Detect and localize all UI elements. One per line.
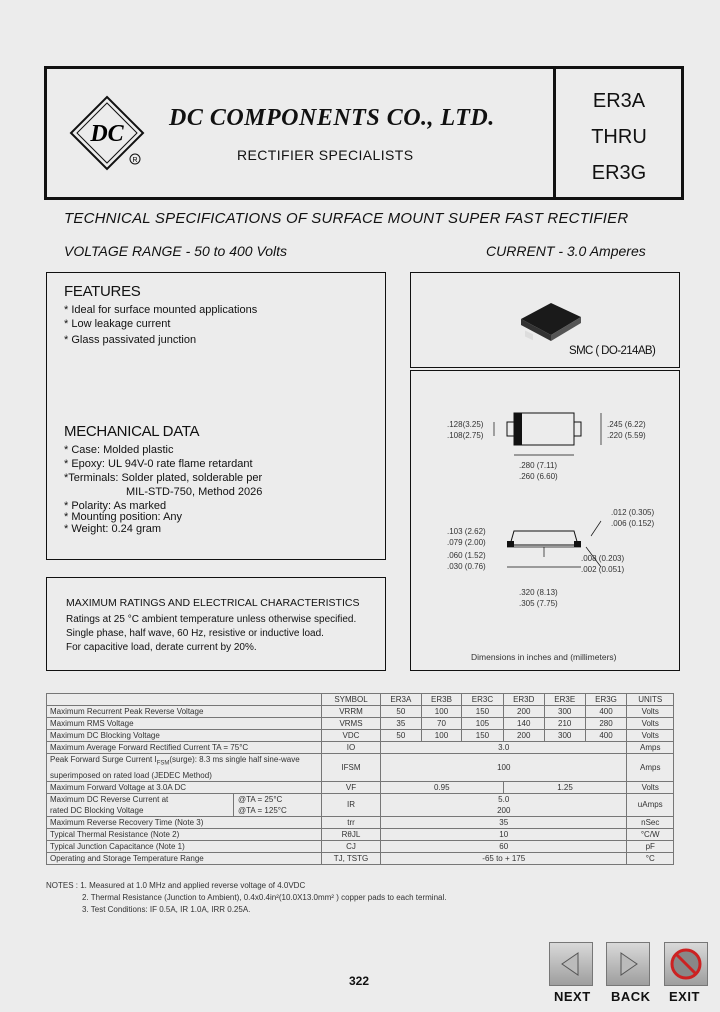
table-row: Operating and Storage Temperature Range TJ, TSTG -65 to + 175 °C	[47, 852, 674, 864]
header-cell: ER3D	[503, 694, 544, 706]
mech-item: * Mounting position: Any	[64, 511, 183, 523]
feature-item: * Glass passivated junction	[64, 334, 197, 346]
header-cell: UNITS	[627, 694, 674, 706]
svg-text:.008 (0.203): .008 (0.203)	[581, 554, 625, 563]
table-row: Maximum DC Blocking Voltage VDC 50 100 150 200 300 400 Volts	[47, 730, 674, 742]
header-cell: ER3E	[544, 694, 585, 706]
table-row: Maximum Average Forward Rectified Current TA = 75°C IO 3.0 Amps	[47, 742, 674, 754]
mech-item: * Epoxy: UL 94V-0 rate flame retardant	[64, 458, 253, 470]
table-row: Maximum RMS Voltage VRMS 35 70 105 140 210 280 Volts	[47, 718, 674, 730]
svg-text:.220 (5.59): .220 (5.59)	[607, 431, 646, 440]
features-list	[64, 303, 257, 347]
svg-text:.305 (7.75): .305 (7.75)	[519, 599, 558, 608]
note-line: 3. Test Conditions: IF 0.5A, IR 1.0A, IRR 0.25A.	[82, 905, 251, 914]
dimension-drawing	[411, 371, 679, 670]
left-triangle-icon	[550, 943, 592, 985]
feature-item: * Low leakage current	[64, 318, 171, 330]
package-name: SMC ( DO-214AB)	[569, 345, 656, 357]
note-line: NOTES : 1. Measured at 1.0 MHz and applied reverse voltage of 4.0VDC	[46, 881, 306, 890]
company-name: DC COMPONENTS CO., LTD.	[169, 105, 495, 131]
svg-text:.079 (2.00): .079 (2.00)	[447, 538, 486, 547]
no-entry-icon	[665, 943, 707, 985]
svg-text:.280 (7.11): .280 (7.11)	[519, 461, 558, 470]
mech-item: *Terminals: Solder plated, solderable per	[64, 472, 263, 484]
mech-item: * Weight: 0.24 gram	[64, 523, 162, 535]
ratings-line: For capacitive load, derate current by 20%.	[66, 642, 257, 653]
header-cell: SYMBOL	[322, 694, 381, 706]
feature-item: * Ideal for surface mounted applications	[64, 304, 258, 316]
package-photo-box	[410, 272, 680, 368]
tagline: RECTIFIER SPECIALISTS	[237, 147, 414, 163]
ratings-line: Single phase, half wave, 60 Hz, resistive or inductive load.	[66, 628, 324, 639]
right-triangle-icon	[607, 943, 649, 985]
table-row: Maximum Forward Voltage at 3.0A DC VF 0.95 1.25 Volts	[47, 781, 674, 793]
svg-text:.128(3.25): .128(3.25)	[447, 420, 484, 429]
mechanical-list	[64, 443, 262, 536]
svg-text:R: R	[132, 157, 138, 164]
document-title: TECHNICAL SPECIFICATIONS OF SURFACE MOUNT SUPER FAST RECTIFIER	[64, 210, 629, 227]
mech-item: * Case: Molded plastic	[64, 444, 174, 456]
features-heading: FEATURES	[64, 283, 141, 300]
svg-text:.006 (0.152): .006 (0.152)	[611, 519, 655, 528]
page-number: 322	[349, 974, 370, 988]
voltage-range: VOLTAGE RANGE - 50 to 400 Volts	[64, 243, 288, 259]
smc-package-icon	[511, 297, 591, 347]
table-row: Peak Forward Surge Current $I_{FSM}(surge)$: 8.3 ms single half sine-wave superimposed on rated load (JEDEC Method) IFSM 100 Amps	[47, 754, 674, 782]
ratings-heading: MAXIMUM RATINGS AND ELECTRICAL CHARACTERISTICS	[66, 597, 360, 609]
part-number-first: ER3A	[592, 90, 646, 112]
svg-text:.030 (0.76): .030 (0.76)	[447, 562, 486, 571]
part-number-last: ER3G	[591, 162, 647, 184]
header-cell: ER3C	[462, 694, 503, 706]
exit-button[interactable]	[664, 942, 708, 986]
ratings-box	[46, 577, 386, 671]
next-label[interactable]: NEXT	[554, 989, 591, 1004]
table-row: Typical Thermal Resistance (Note 2) RθJL 10 °C/W	[47, 828, 674, 840]
svg-text:.245 (6.22): .245 (6.22)	[607, 420, 646, 429]
mechanical-heading: MECHANICAL DATA	[64, 423, 200, 440]
surge-param: Peak Forward Surge Current $I_{FSM}(surge)$: 8.3 ms single half sine-wave	[50, 755, 300, 767]
svg-text:.103 (2.62): .103 (2.62)	[447, 527, 486, 536]
back-button[interactable]	[606, 942, 650, 986]
table-row: Typical Junction Capacitance (Note 1) CJ 60 pF	[47, 840, 674, 852]
back-label[interactable]: BACK	[611, 989, 651, 1004]
exit-label[interactable]: EXIT	[669, 989, 700, 1004]
header-cell: ER3A	[381, 694, 422, 706]
notes	[46, 880, 446, 916]
ratings-lines	[66, 613, 356, 655]
ratings-line: Ratings at 25 °C ambient temperature unless otherwise specified.	[66, 614, 357, 625]
header-cell	[47, 694, 322, 706]
svg-text:.320 (8.13): .320 (8.13)	[519, 588, 558, 597]
specs-table	[46, 693, 674, 865]
header-cell: ER3B	[421, 694, 462, 706]
dimensions-box	[410, 370, 680, 671]
svg-text:.108(2.75): .108(2.75)	[447, 431, 484, 440]
svg-text:.012 (0.305): .012 (0.305)	[611, 508, 655, 517]
mech-item: MIL-STD-750, Method 2026	[126, 486, 263, 498]
header-box	[44, 66, 684, 200]
current-rating: CURRENT - 3.0 Amperes	[486, 243, 646, 259]
table-row: Maximum DC Reverse Current at rated DC Blocking Voltage @TA = 25°C @TA = 125°C IR 5.0 200 uAmps	[47, 793, 674, 816]
svg-text:.060 (1.52): .060 (1.52)	[447, 551, 486, 560]
svg-text:.260 (6.60): .260 (6.60)	[519, 472, 558, 481]
next-button[interactable]	[549, 942, 593, 986]
table-row: Maximum Reverse Recovery Time (Note 3) trr 35 nSec	[47, 816, 674, 828]
table-row: Maximum Recurrent Peak Reverse Voltage VRRM 50 100 150 200 300 400 Volts	[47, 706, 674, 718]
table-header-row	[47, 694, 674, 706]
header-cell: ER3G	[585, 694, 627, 706]
note-line: 2. Thermal Resistance (Junction to Ambient), 0.4x0.4in²(10.0X13.0mm² ) copper pads to each terminal.	[82, 893, 447, 902]
features-box	[46, 272, 386, 560]
svg-text:.002 (0.051): .002 (0.051)	[581, 565, 625, 574]
mech-item: * Polarity: As marked	[64, 500, 167, 512]
dc-logo-icon	[67, 93, 147, 173]
dimensions-footnote: Dimensions in inches and (millimeters)	[471, 652, 617, 662]
part-number-thru: THRU	[591, 126, 647, 148]
svg-text:DC: DC	[90, 121, 124, 147]
part-numbers	[559, 69, 679, 191]
